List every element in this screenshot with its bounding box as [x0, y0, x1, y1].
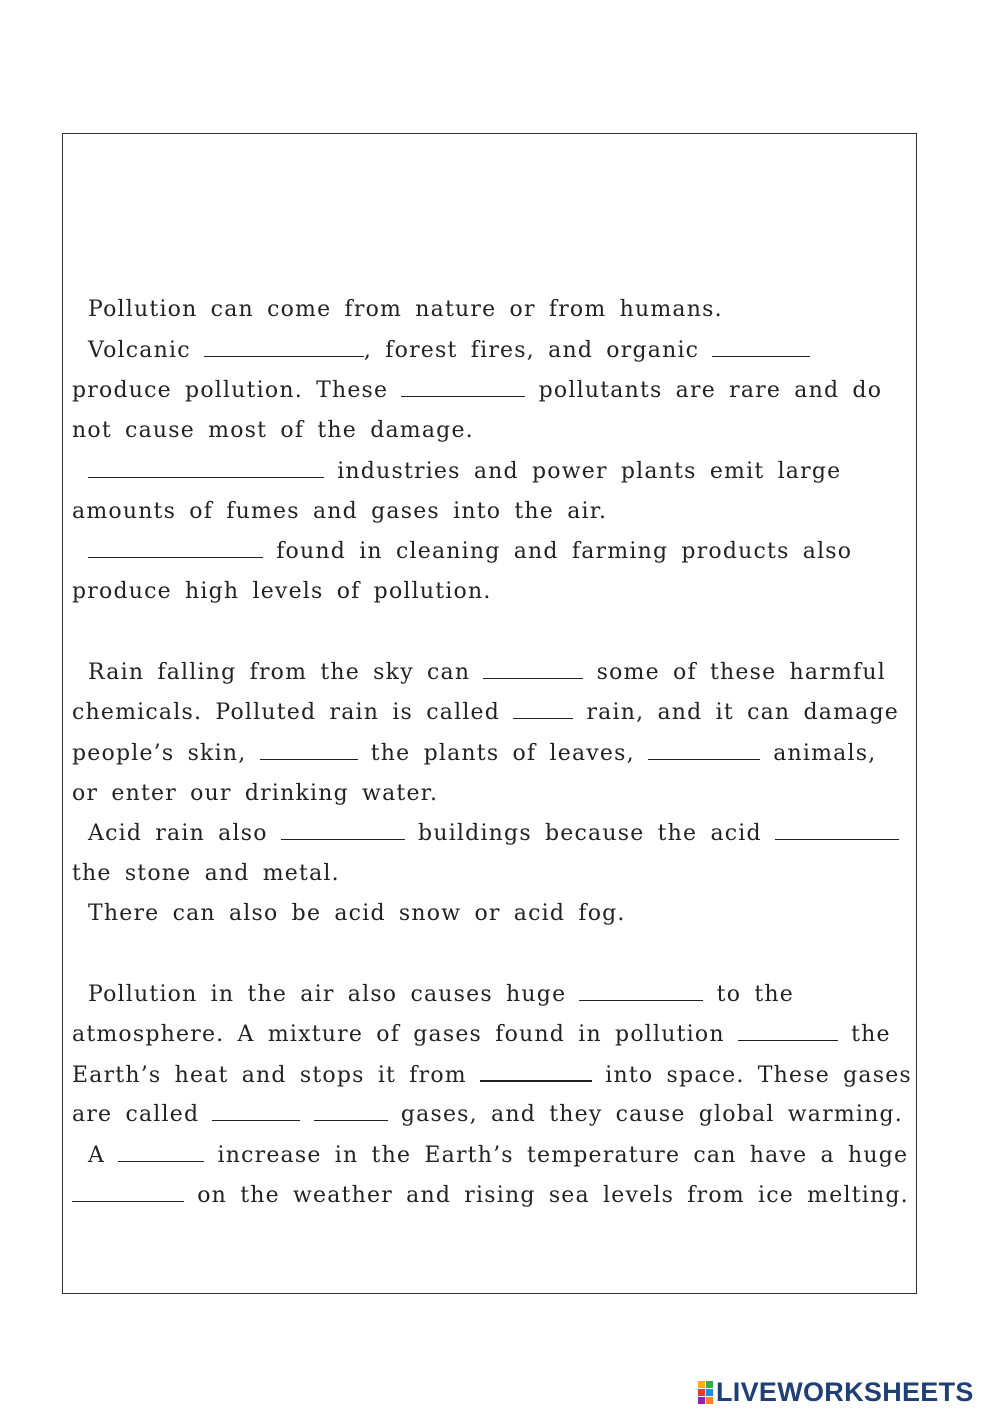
- text-segment: into space. These gases: [592, 1063, 912, 1088]
- answer-blank-b8[interactable]: [260, 739, 358, 760]
- text-line-l15: [88, 899, 626, 929]
- answer-blank-b9[interactable]: [648, 739, 760, 760]
- text-segment: Rain falling from the sky can: [88, 660, 484, 685]
- text-segment: Pollution in the air also causes huge: [88, 982, 580, 1007]
- text-segment: produce high levels of pollution.: [72, 579, 492, 604]
- text-segment: chemicals. Polluted rain is called: [72, 700, 514, 725]
- text-line-l11: [72, 739, 876, 769]
- text-segment: amounts of fumes and gases into the air.: [72, 499, 608, 524]
- text-line-l9: [88, 658, 886, 688]
- text-segment: produce pollution. These: [72, 378, 402, 403]
- answer-blank-b7[interactable]: [513, 698, 573, 719]
- answer-blank-b6[interactable]: [483, 658, 583, 679]
- text-line-l13: [88, 819, 899, 849]
- text-line-l2: [88, 336, 810, 366]
- text-segment: the stone and metal.: [72, 861, 340, 886]
- text-segment: Acid rain also: [88, 821, 281, 846]
- text-segment: , forest fires, and organic: [363, 338, 713, 363]
- text-segment: industries and power plants emit large: [324, 459, 842, 484]
- text-segment: Earth’s heat and stops it from: [72, 1063, 481, 1088]
- text-segment: on the weather and rising sea levels from ice melting.: [184, 1183, 909, 1208]
- logo-square: [706, 1389, 713, 1396]
- text-segment: some of these harmful: [583, 660, 886, 685]
- text-segment: pollutants are rare and do: [525, 378, 883, 403]
- logo-squares-icon: [698, 1381, 713, 1404]
- text-segment: to the: [703, 982, 794, 1007]
- answer-blank-b4[interactable]: [88, 457, 324, 478]
- text-line-l18: [72, 1060, 912, 1091]
- answer-blank-b16[interactable]: [314, 1100, 388, 1121]
- answer-blank-b15[interactable]: [212, 1100, 300, 1121]
- text-line-l8: [72, 577, 492, 607]
- answer-blank-b13[interactable]: [738, 1020, 838, 1041]
- logo-text: LIVEWORKSHEETS: [716, 1376, 974, 1407]
- logo-square: [706, 1381, 713, 1388]
- text-line-l4: [72, 416, 474, 446]
- logo-square: [706, 1397, 713, 1404]
- logo-square: [698, 1389, 705, 1396]
- answer-blank-b1[interactable]: [204, 336, 364, 357]
- text-line-l14: [72, 859, 340, 889]
- text-segment: [300, 1102, 313, 1127]
- text-line-l21: [72, 1181, 909, 1211]
- text-segment: Volcanic: [88, 338, 204, 363]
- text-segment: gases, and they cause global warming.: [387, 1102, 903, 1127]
- answer-blank-b3[interactable]: [401, 376, 525, 397]
- text-line-l12: [72, 779, 438, 809]
- answer-blank-b5[interactable]: [88, 537, 263, 558]
- text-segment: people’s skin,: [72, 741, 260, 766]
- text-segment: There can also be acid snow or acid fog.: [88, 901, 626, 926]
- answer-blank-b11[interactable]: [775, 819, 899, 840]
- text-segment: found in cleaning and farming products also: [263, 539, 853, 564]
- text-line-l3: [72, 376, 882, 406]
- liveworksheets-logo: [698, 1375, 974, 1409]
- answer-blank-b12[interactable]: [579, 980, 703, 1001]
- answer-blank-b2[interactable]: [712, 336, 810, 357]
- text-segment: increase in the Earth’s temperature can have a huge: [204, 1143, 909, 1168]
- text-segment: buildings because the acid: [404, 821, 775, 846]
- logo-square: [698, 1397, 705, 1404]
- answer-blank-b18[interactable]: [72, 1181, 184, 1202]
- text-segment: not cause most of the damage.: [72, 418, 474, 443]
- text-segment: animals,: [760, 741, 877, 766]
- answer-blank-b14[interactable]: [480, 1060, 592, 1082]
- text-segment: the: [837, 1022, 891, 1047]
- text-line-l1: [88, 295, 723, 325]
- answer-blank-b17[interactable]: [118, 1141, 204, 1162]
- answer-blank-b10[interactable]: [281, 819, 405, 840]
- text-line-l17: [72, 1020, 891, 1050]
- text-line-l19: [72, 1100, 903, 1130]
- text-line-l7: [88, 537, 852, 567]
- text-line-l5: [88, 457, 841, 487]
- text-line-l16: [88, 980, 794, 1010]
- text-segment: rain, and it can damage: [573, 700, 899, 725]
- text-segment: the plants of leaves,: [357, 741, 648, 766]
- text-segment: A: [88, 1143, 119, 1168]
- text-line-l10: [72, 698, 899, 728]
- text-segment: atmosphere. A mixture of gases found in pollution: [72, 1022, 738, 1047]
- text-segment: Pollution can come from nature or from humans.: [88, 297, 723, 322]
- text-line-l20: [88, 1141, 908, 1171]
- text-segment: are called: [72, 1102, 213, 1127]
- text-segment: or enter our drinking water.: [72, 781, 439, 806]
- text-line-l6: [72, 497, 607, 527]
- logo-square: [698, 1381, 705, 1388]
